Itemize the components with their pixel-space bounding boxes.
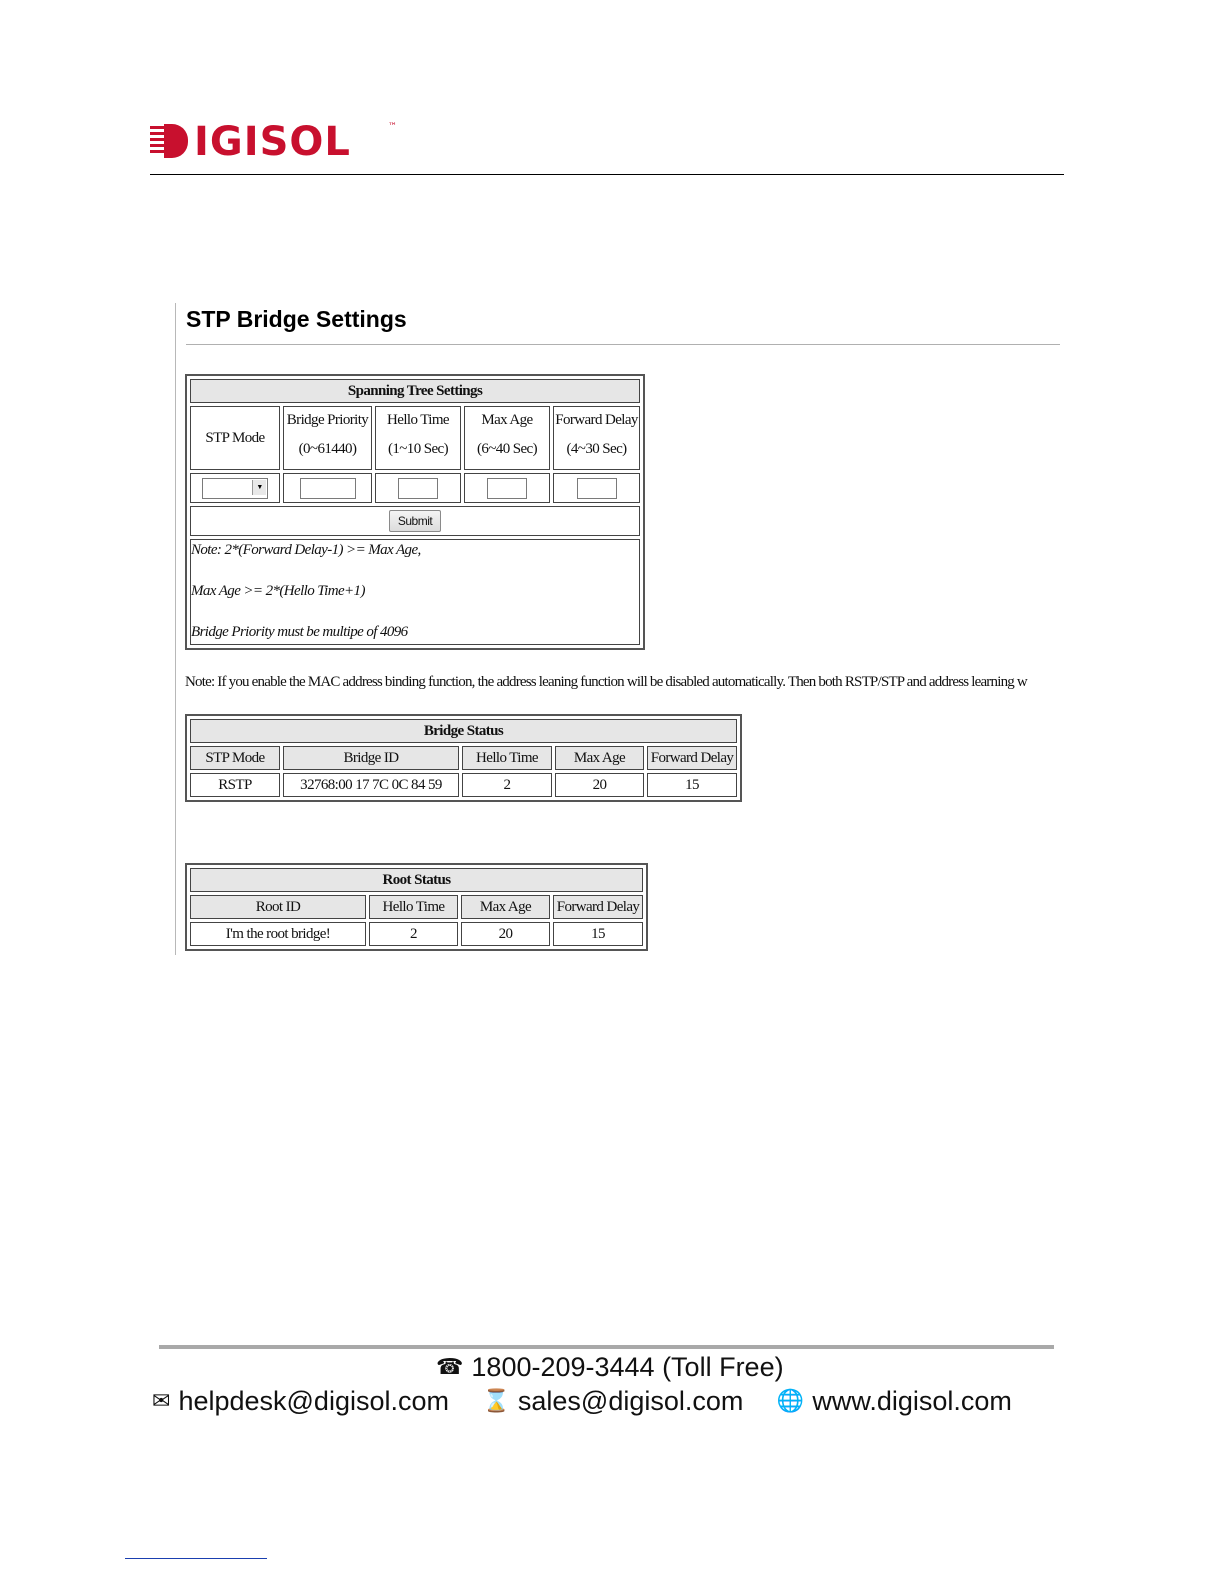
table-cell: 2 xyxy=(369,922,458,946)
col-header-label: Max Age xyxy=(481,412,533,428)
table-cell: 15 xyxy=(553,922,643,946)
table-header-cell: Bridge ID xyxy=(283,746,459,770)
footer-website xyxy=(777,1386,1012,1417)
stp-mode-select[interactable] xyxy=(202,478,268,499)
col-header-hello-time xyxy=(375,406,461,470)
col-header-label: Forward Delay xyxy=(555,412,638,428)
note-line: Note: 2*(Forward Delay-1) >= Max Age, xyxy=(191,542,421,558)
submit-row xyxy=(190,506,640,536)
bridge-status-table xyxy=(185,714,742,802)
page-title: STP Bridge Settings xyxy=(186,306,407,332)
telephone-icon: ☎ xyxy=(436,1354,464,1379)
table-cell: 20 xyxy=(555,773,644,797)
table-header-cell: Forward Delay xyxy=(553,895,643,919)
website-link[interactable]: www.digisol.com xyxy=(812,1386,1012,1416)
col-header-forward-delay xyxy=(553,406,640,470)
logo-text: IGISOL xyxy=(194,119,351,165)
footnote-separator xyxy=(125,1558,267,1559)
col-header-label: Bridge Priority xyxy=(286,412,369,428)
table-header-cell: Hello Time xyxy=(462,746,552,770)
spanning-tree-settings-table xyxy=(185,374,645,650)
footer-helpdesk xyxy=(152,1386,449,1417)
mail-icon: ✉ xyxy=(152,1388,171,1413)
table-header-cell: Hello Time xyxy=(369,895,458,919)
table-cell: RSTP xyxy=(190,773,280,797)
max-age-cell xyxy=(464,473,550,503)
col-header-label: Hello Time xyxy=(387,412,449,428)
logo-speed-bars xyxy=(150,126,164,156)
table-cell: 15 xyxy=(647,773,737,797)
col-header-bridge-priority xyxy=(283,406,372,470)
footer-phone xyxy=(436,1352,784,1383)
table-header-cell: Max Age xyxy=(461,895,550,919)
digisol-logo xyxy=(150,120,395,164)
bridge-priority-input[interactable] xyxy=(300,478,356,499)
mac-binding-note: Note: If you enable the MAC address binding function, the address leaning function will be disabled automatically. Then both RSTP/STP and address learning w xyxy=(185,674,1027,690)
table-header-cell: Root ID xyxy=(190,895,366,919)
logo-d-mark xyxy=(164,124,188,158)
bridge-priority-cell xyxy=(283,473,372,503)
hello-time-cell xyxy=(375,473,461,503)
hourglass-icon: ⌛ xyxy=(482,1388,510,1413)
forward-delay-cell xyxy=(553,473,640,503)
max-age-input[interactable] xyxy=(487,478,527,499)
settings-notes xyxy=(190,539,640,645)
col-header-max-age xyxy=(464,406,550,470)
col-header-range: (0~61440) xyxy=(298,441,357,457)
forward-delay-input[interactable] xyxy=(577,478,617,499)
col-header-range: (1~10 Sec) xyxy=(387,441,448,457)
phone-number: 1800-209-3444 (Toll Free) xyxy=(471,1352,784,1382)
note-line: Max Age >= 2*(Hello Time+1) xyxy=(191,583,365,599)
table-cell: I'm the root bridge! xyxy=(190,922,366,946)
table-cell: 32768:00 17 7C 0C 84 59 xyxy=(283,773,459,797)
helpdesk-email[interactable]: helpdesk@digisol.com xyxy=(178,1386,449,1416)
col-header-stp-mode: STP Mode xyxy=(190,406,280,470)
header-divider xyxy=(150,174,1064,175)
table-cell: 2 xyxy=(462,773,552,797)
col-header-range: (6~40 Sec) xyxy=(476,441,537,457)
root-status-table xyxy=(185,863,648,951)
spanning-tree-caption: Spanning Tree Settings xyxy=(190,379,640,403)
root-status-caption: Root Status xyxy=(190,868,643,892)
table-header-cell: Forward Delay xyxy=(647,746,737,770)
trademark-mark: ™ xyxy=(388,122,397,132)
globe-icon: 🌐 xyxy=(776,1388,805,1413)
frame-left-border xyxy=(175,303,176,955)
hello-time-input[interactable] xyxy=(398,478,438,499)
bridge-status-caption: Bridge Status xyxy=(190,719,737,743)
sales-email[interactable]: sales@digisol.com xyxy=(517,1386,744,1416)
col-header-range: (4~30 Sec) xyxy=(566,441,627,457)
footer-sales xyxy=(483,1386,744,1417)
note-line: Bridge Priority must be multipe of 4096 xyxy=(191,624,408,640)
title-divider xyxy=(186,344,1060,345)
chevron-down-icon[interactable]: ▼ xyxy=(252,480,266,495)
footer-divider xyxy=(159,1345,1054,1349)
submit-button[interactable]: Submit xyxy=(389,510,441,532)
stp-mode-cell xyxy=(190,473,280,503)
footer-contacts xyxy=(152,1386,1012,1417)
table-header-cell: Max Age xyxy=(555,746,644,770)
table-cell: 20 xyxy=(461,922,550,946)
table-header-cell: STP Mode xyxy=(190,746,280,770)
